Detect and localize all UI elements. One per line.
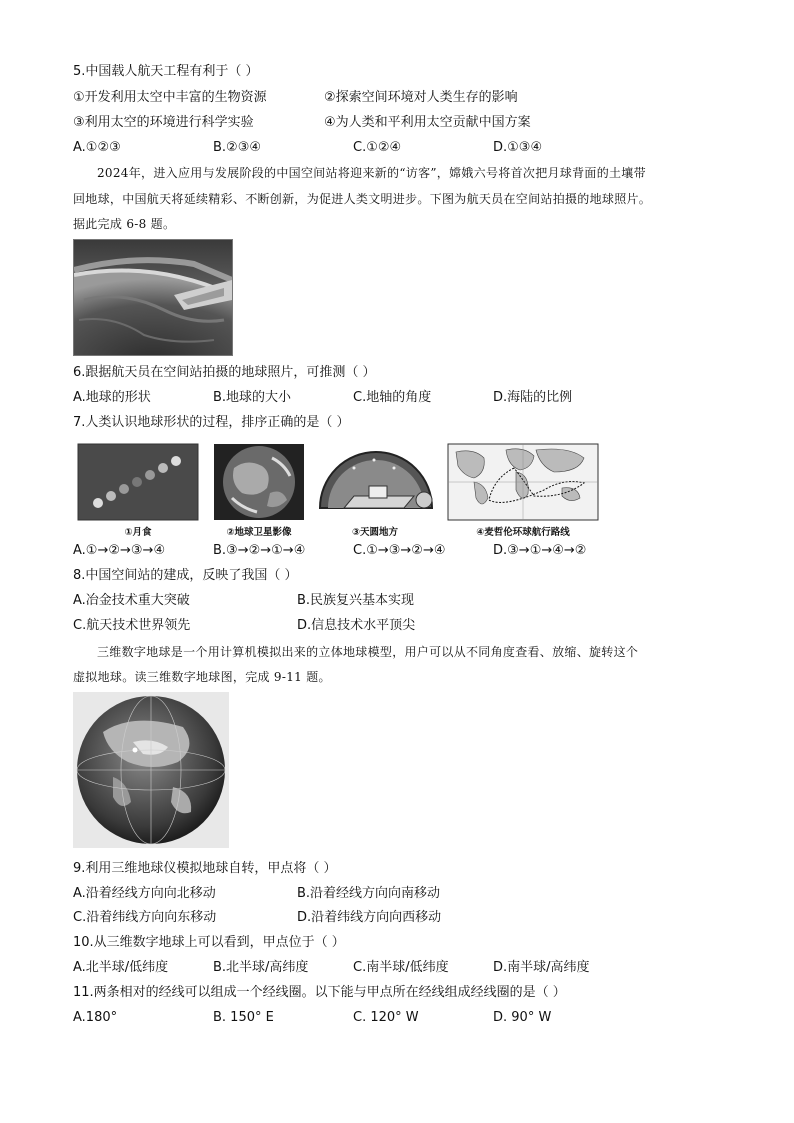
magellan-route-map-caption: ④麦哲伦环球航行路线: [476, 527, 570, 538]
q11-option-b: B. 150° E: [213, 1010, 274, 1025]
passage2-line1: 三维数字地球是一个用计算机模拟出来的立体地球模型，用户可以从不同角度查看、放缩、旋转这个: [97, 645, 639, 659]
q6-stem: 6.跟据航天员在空间站拍摄的地球照片，可推测（ ）: [73, 365, 376, 380]
q8-option-b: B.民族复兴基本实现: [297, 593, 415, 608]
satellite-earth-image: [212, 438, 306, 540]
q9-option-a: A.沿着经线方向向北移动: [73, 886, 216, 901]
passage2-line2: 虚拟地球。读三维数字地球图，完成 9-11 题。: [73, 670, 331, 684]
q5-option-a: A.①②③: [73, 140, 121, 155]
q6-option-a: A.地球的形状: [73, 390, 151, 405]
q11-option-c: C. 120° W: [353, 1010, 419, 1025]
q11-stem: 11.两条相对的经线可以组成一个经线圈。以下能与甲点所在经线组成经线圈的是（ ）: [73, 985, 566, 1000]
q8-option-a: A.冶金技术重大突破: [73, 593, 190, 608]
passage1-line2: 回地球，中国航天将延续精彩、不断创新，为促进人类文明进步。下图为航天员在空间站拍摄的地球照片。: [73, 192, 652, 206]
q8-option-d: D.信息技术水平顶尖: [297, 618, 416, 633]
q6-option-c: C.地轴的角度: [353, 390, 432, 405]
q10-stem: 10.从三维数字地球上可以看到，甲点位于（ ）: [73, 935, 345, 950]
q7-option-a: A.①→②→③→④: [73, 543, 166, 558]
q11-option-a: A.180°: [73, 1010, 118, 1025]
q5-stem: 5.中国载人航天工程有利于（ ）: [73, 64, 259, 79]
q6-option-b: B.地球的大小: [213, 390, 292, 405]
q5-option-b: B.②③④: [213, 140, 262, 155]
q7-stem: 7.人类认识地球形状的过程，排序正确的是（ ）: [73, 415, 350, 430]
round-sky-square-earth-image: [314, 438, 436, 540]
lunar-eclipse-caption: ①月食: [124, 527, 152, 538]
q10-option-b: B.北半球/高纬度: [213, 960, 309, 975]
lunar-eclipse-image: [73, 438, 203, 540]
round-sky-square-earth-caption: ③天圆地方: [351, 527, 399, 538]
digital-globe-image: [73, 692, 229, 848]
q7-option-b: B.③→②→①→④: [213, 543, 306, 558]
q8-stem: 8.中国空间站的建成，反映了我国（ ）: [73, 568, 298, 583]
magellan-route-map-image: [444, 438, 602, 540]
satellite-earth-caption: ②地球卫星影像: [226, 527, 292, 538]
passage1-line1: 2024年，进入应用与发展阶段的中国空间站将迎来新的“访客”，嫦娥六号将首次把月球背面的土壤带: [97, 166, 646, 180]
q7-option-d: D.③→①→④→②: [493, 543, 587, 558]
q10-option-d: D.南半球/高纬度: [493, 960, 590, 975]
q9-stem: 9.利用三维地球仪模拟地球自转，甲点将（ ）: [73, 861, 337, 876]
q5-item-2: ②探索空间环境对人类生存的影响: [324, 90, 518, 105]
q5-item-3: ③利用太空的环境进行科学实验: [73, 115, 254, 130]
q11-option-d: D. 90° W: [493, 1010, 552, 1025]
q7-option-c: C.①→③→②→④: [353, 543, 446, 558]
q9-option-b: B.沿着经线方向向南移动: [297, 886, 441, 901]
q9-option-c: C.沿着纬线方向向东移动: [73, 910, 217, 925]
passage1-line3: 据此完成 6-8 题。: [73, 217, 176, 231]
q5-option-c: C.①②④: [353, 140, 402, 155]
q9-option-d: D.沿着纬线方向向西移动: [297, 910, 442, 925]
q10-option-a: A.北半球/低纬度: [73, 960, 169, 975]
earth-photo-from-space-station: [73, 239, 233, 356]
q6-option-d: D.海陆的比例: [493, 390, 573, 405]
q10-option-c: C.南半球/低纬度: [353, 960, 449, 975]
q5-item-1: ①开发利用太空中丰富的生物资源: [73, 90, 267, 105]
q5-option-d: D.①③④: [493, 140, 543, 155]
q8-option-c: C.航天技术世界领先: [73, 618, 191, 633]
q5-item-4: ④为人类和平利用太空贡献中国方案: [324, 115, 531, 130]
